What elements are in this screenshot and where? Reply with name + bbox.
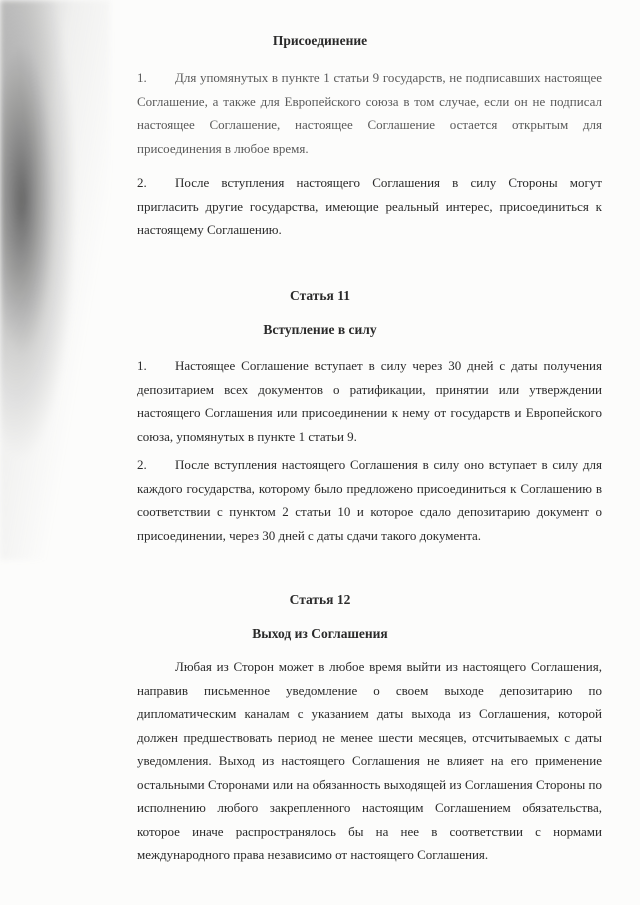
paragraph-accession-2 [137,171,602,242]
paragraph-number: 1. [137,70,147,85]
paragraph-accession-1 [137,66,602,160]
paragraph-text: Настоящее Соглашение вступает в силу через 30 дней с даты получения депозитарием всех документов о ратификации, принятии или утверждении настоящего Соглашения или присоединении к нему от государств и Европейского союза, упомянутых в пункте 1 статьи 9. [137,358,602,444]
article-11-title: Вступление в силу [263,322,377,337]
article-12-label: Статья 12 [289,592,351,607]
paragraph-entry-into-force-2 [137,453,602,547]
paragraph-entry-into-force-1 [137,354,602,448]
paragraph-withdrawal: Любая из Сторон может в любое время выйти из настоящего Соглашения, направив письменное уведомление о своем выходе депозитарию по дипломатическим каналам с указанием даты выхода из Соглашения, которой должен предшествовать период не менее шести месяцев, отсчитываемых с даты уведомления. Выход из настоящего Соглашения не влияет на его применение остальными Сторонами или на обязанность выходящей из Соглашения Стороны по исполнению любого закрепленного настоящим Соглашением обязательства, которое иначе распространялось бы на нее в соответствии с нормами международного права независимо от настоящего Соглашения. [137,659,602,862]
paragraph-text: После вступления настоящего Соглашения в силу оно вступает в силу для каждого государства, которому было предложено присоединиться к Соглашению в соответствии с пунктом 2 статьи 10 и которое сдало депозитарию документ о присоединении, через 30 дней с даты сдачи такого документа. [137,457,602,543]
article-12-title: Выход из Соглашения [252,626,388,641]
paragraph-text: После вступления настоящего Соглашения в силу Стороны могут пригласить другие государства, имеющие реальный интерес, присоединиться к настоящему Соглашению. [137,175,602,237]
paragraph-text: Для упомянутых в пункте 1 статьи 9 государств, не подписавших настоящее Соглашение, а также для Европейского союза в том случае, если он не подписал настоящее Соглашение, настоящее Соглашение остается открытым для присоединения в любое время. [137,70,602,156]
scan-shadow [0,0,110,560]
section-title-accession: Присоединение [272,33,368,48]
paragraph-number: 2. [137,175,147,190]
article-11-label: Статья 11 [290,288,350,303]
paragraph-number: 2. [137,457,147,472]
paragraph-number: 1. [137,358,147,373]
